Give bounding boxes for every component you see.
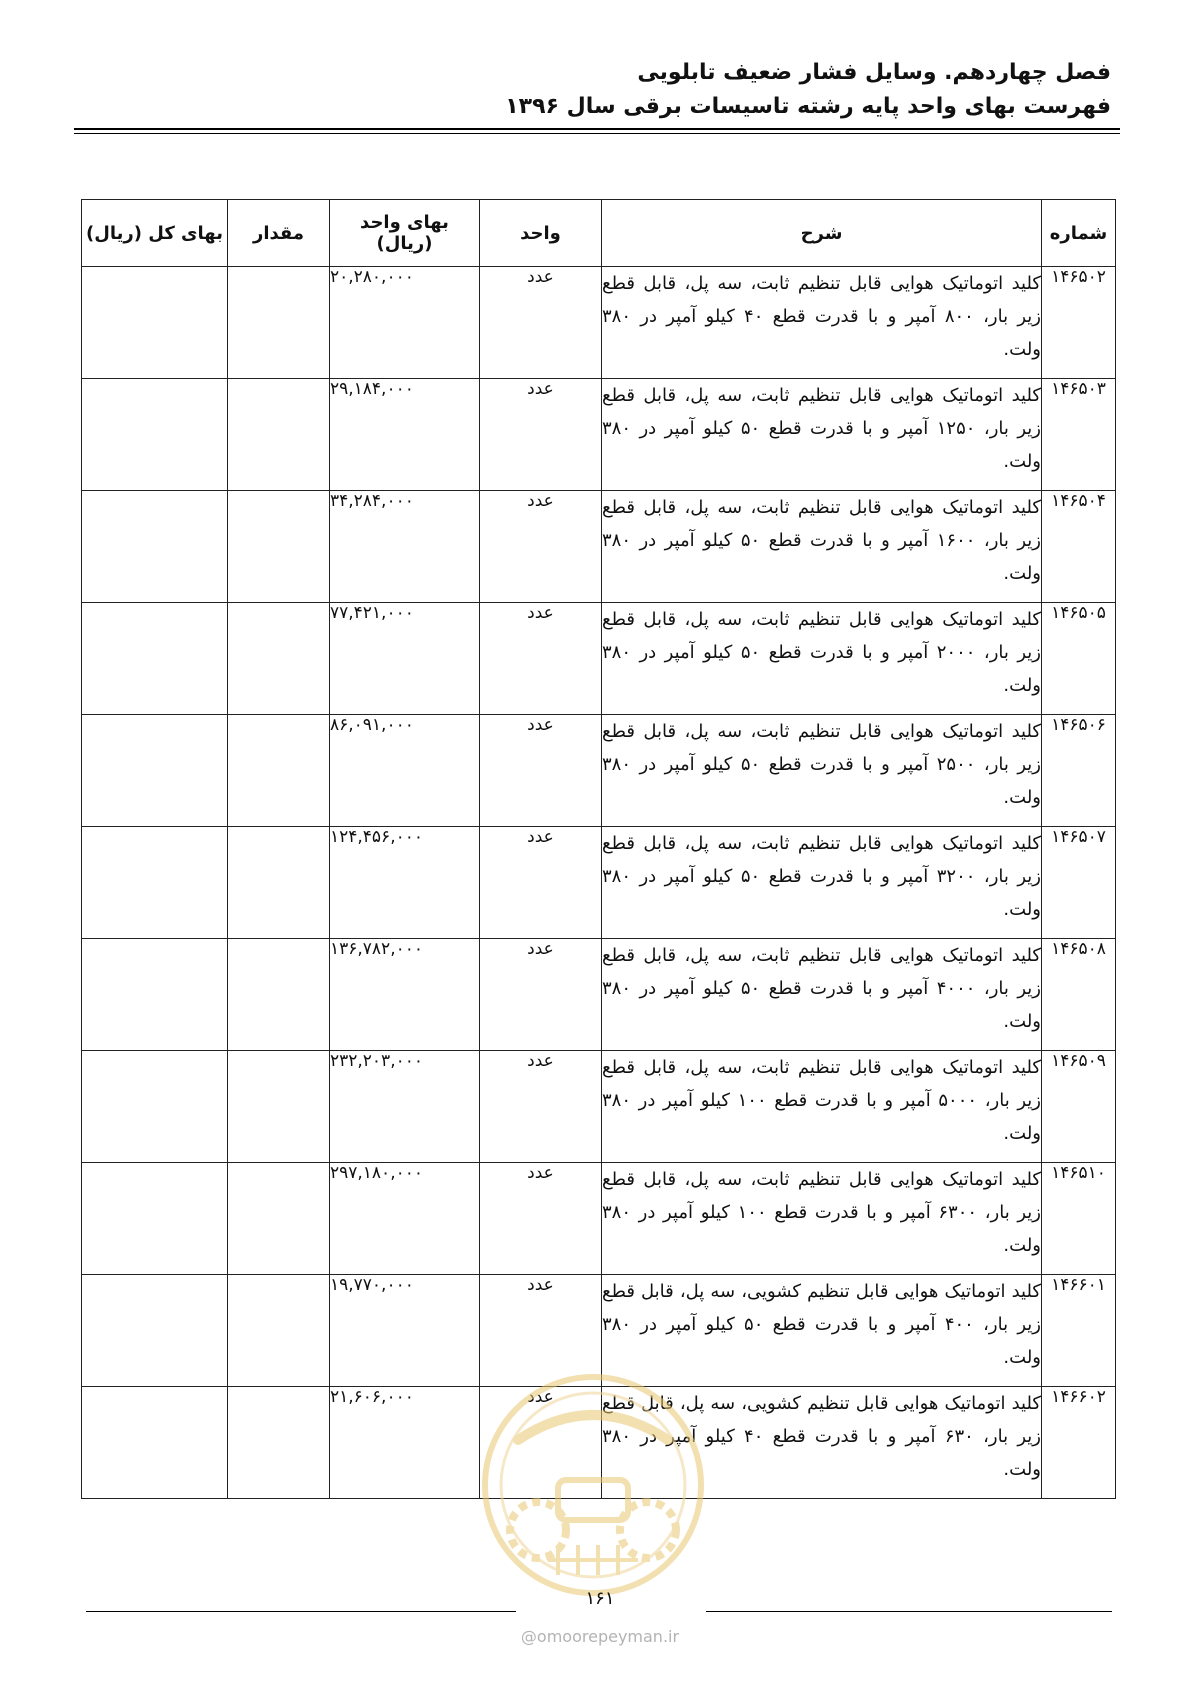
row-unit: عدد [480,715,602,827]
row-unit: عدد [480,379,602,491]
row-description: کلید اتوماتیک هوایی قابل تنظیم کشویی، سه پل، قابل قطع زیر بار، ۴۰۰ آمپر و با قدرت قطع ۵۰ کیلو آمپر در ۳۸۰ ولت. [602,1275,1042,1387]
row-total-price [82,1387,228,1499]
row-unit-price: ۲۰,۲۸۰,۰۰۰ [330,267,480,379]
row-description: کلید اتوماتیک هوایی قابل تنظیم ثابت، سه پل، قابل قطع زیر بار، ۲۵۰۰ آمپر و با قدرت قطع ۵۰ کیلو آمپر در ۳۸۰ ولت. [602,715,1042,827]
row-quantity [228,1163,330,1275]
header-divider-thick [74,128,1120,130]
row-description: کلید اتوماتیک هوایی قابل تنظیم ثابت، سه پل، قابل قطع زیر بار، ۵۰۰۰ آمپر و با قدرت قطع ۱۰۰ کیلو آمپر در ۳۸۰ ولت. [602,1051,1042,1163]
row-description: کلید اتوماتیک هوایی قابل تنظیم ثابت، سه پل، قابل قطع زیر بار، ۳۲۰۰ آمپر و با قدرت قطع ۵۰ کیلو آمپر در ۳۸۰ ولت. [602,827,1042,939]
row-unit-price: ۱۳۶,۷۸۲,۰۰۰ [330,939,480,1051]
row-unit-price: ۳۴,۲۸۴,۰۰۰ [330,491,480,603]
header-divider-thin [74,133,1120,134]
row-total-price [82,1163,228,1275]
row-total-price [82,715,228,827]
row-unit-price: ۲۹۷,۱۸۰,۰۰۰ [330,1163,480,1275]
row-quantity [228,1275,330,1387]
row-description: کلید اتوماتیک هوایی قابل تنظیم ثابت، سه پل، قابل قطع زیر بار، ۶۳۰۰ آمپر و با قدرت قطع ۱۰۰ کیلو آمپر در ۳۸۰ ولت. [602,1163,1042,1275]
table-row [82,1051,1116,1163]
table-row [82,827,1116,939]
row-total-price [82,827,228,939]
table-row [82,379,1116,491]
row-unit-price: ۲۱,۶۰۶,۰۰۰ [330,1387,480,1499]
row-number: ۱۴۶۵۰۸ [1042,939,1116,1051]
table-row [82,491,1116,603]
row-total-price [82,603,228,715]
table-row [82,715,1116,827]
watermark-url: @omoorepeyman.ir [520,1627,680,1646]
row-number: ۱۴۶۵۰۵ [1042,603,1116,715]
row-number: ۱۴۶۵۰۹ [1042,1051,1116,1163]
row-quantity [228,267,330,379]
row-quantity [228,1051,330,1163]
row-description: کلید اتوماتیک هوایی قابل تنظیم ثابت، سه پل، قابل قطع زیر بار، ۸۰۰ آمپر و با قدرت قطع ۴۰ کیلو آمپر در ۳۸۰ ولت. [602,267,1042,379]
row-unit: عدد [480,603,602,715]
price-table [81,199,1116,1499]
row-unit-price: ۲۳۲,۲۰۳,۰۰۰ [330,1051,480,1163]
column-header-total-price: بهای کل (ریال) [82,200,228,267]
row-description: کلید اتوماتیک هوایی قابل تنظیم ثابت، سه پل، قابل قطع زیر بار، ۱۶۰۰ آمپر و با قدرت قطع ۵۰ کیلو آمپر در ۳۸۰ ولت. [602,491,1042,603]
column-header-description: شرح [602,200,1042,267]
row-number: ۱۴۶۵۰۳ [1042,379,1116,491]
row-total-price [82,379,228,491]
row-quantity [228,1387,330,1499]
row-unit: عدد [480,1163,602,1275]
row-quantity [228,379,330,491]
row-unit: عدد [480,267,602,379]
row-total-price [82,1275,228,1387]
table-row [82,1275,1116,1387]
row-number: ۱۴۶۵۰۷ [1042,827,1116,939]
row-total-price [82,939,228,1051]
document-subtitle: فهرست بهای واحد پایه رشته تاسیسات برقی سال ۱۳۹۶ [505,94,1111,119]
page-number: ۱۶۱ [585,1588,615,1609]
row-description: کلید اتوماتیک هوایی قابل تنظیم ثابت، سه پل، قابل قطع زیر بار، ۴۰۰۰ آمپر و با قدرت قطع ۵۰ کیلو آمپر در ۳۸۰ ولت. [602,939,1042,1051]
footer-divider-right [706,1611,1112,1612]
row-total-price [82,491,228,603]
row-unit: عدد [480,491,602,603]
row-unit: عدد [480,1051,602,1163]
row-unit-price: ۲۹,۱۸۴,۰۰۰ [330,379,480,491]
row-number: ۱۴۶۶۰۱ [1042,1275,1116,1387]
row-quantity [228,491,330,603]
row-unit-price: ۱۲۴,۴۵۶,۰۰۰ [330,827,480,939]
footer-divider-left [86,1611,516,1612]
row-total-price [82,267,228,379]
row-description: کلید اتوماتیک هوایی قابل تنظیم کشویی، سه پل، قابل قطع زیر بار، ۶۳۰ آمپر و با قدرت قطع ۴۰ کیلو آمپر در ۳۸۰ ولت. [602,1387,1042,1499]
row-unit-price: ۷۷,۴۲۱,۰۰۰ [330,603,480,715]
table-row [82,1163,1116,1275]
row-quantity [228,603,330,715]
row-unit-price: ۱۹,۷۷۰,۰۰۰ [330,1275,480,1387]
chapter-title: فصل چهاردهم. وسایل فشار ضعیف تابلویی [637,60,1111,85]
page-header [71,58,1111,122]
table-row [82,267,1116,379]
table-row [82,1387,1116,1499]
row-description: کلید اتوماتیک هوایی قابل تنظیم ثابت، سه پل، قابل قطع زیر بار، ۲۰۰۰ آمپر و با قدرت قطع ۵۰ کیلو آمپر در ۳۸۰ ولت. [602,603,1042,715]
row-number: ۱۴۶۵۰۴ [1042,491,1116,603]
column-header-quantity: مقدار [228,200,330,267]
row-number: ۱۴۶۵۰۶ [1042,715,1116,827]
row-number: ۱۴۶۶۰۲ [1042,1387,1116,1499]
column-header-unit: واحد [480,200,602,267]
column-header-number: شماره [1042,200,1116,267]
row-unit: عدد [480,827,602,939]
row-total-price [82,1051,228,1163]
row-unit: عدد [480,1387,602,1499]
row-quantity [228,715,330,827]
row-unit: عدد [480,1275,602,1387]
row-unit: عدد [480,939,602,1051]
table-row [82,603,1116,715]
row-quantity [228,827,330,939]
row-quantity [228,939,330,1051]
row-number: ۱۴۶۵۰۲ [1042,267,1116,379]
row-description: کلید اتوماتیک هوایی قابل تنظیم ثابت، سه پل، قابل قطع زیر بار، ۱۲۵۰ آمپر و با قدرت قطع ۵۰ کیلو آمپر در ۳۸۰ ولت. [602,379,1042,491]
row-unit-price: ۸۶,۰۹۱,۰۰۰ [330,715,480,827]
table-row [82,939,1116,1051]
table-header-row [82,200,1116,267]
row-number: ۱۴۶۵۱۰ [1042,1163,1116,1275]
column-header-unit-price: بهای واحد (ریال) [330,200,480,267]
